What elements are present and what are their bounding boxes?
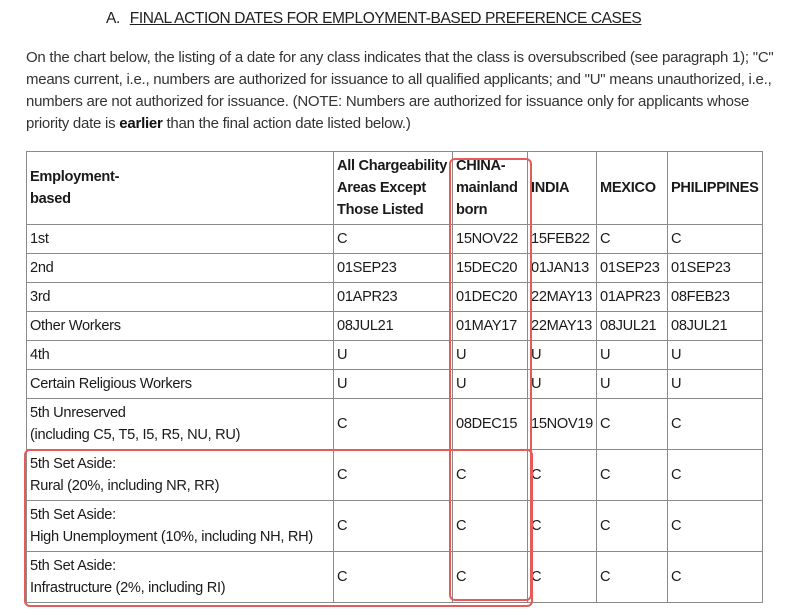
row-label: 5th Set Aside: Rural (20%, including NR, RR) bbox=[27, 450, 334, 501]
header-china: CHINA- mainland born bbox=[453, 152, 528, 225]
row-label: 3rd bbox=[27, 283, 334, 312]
table-cell: 15NOV19 bbox=[528, 399, 597, 450]
table-cell: C bbox=[453, 501, 528, 552]
table-cell: U bbox=[334, 370, 453, 399]
table-row bbox=[27, 399, 763, 450]
table-cell: U bbox=[334, 341, 453, 370]
table-cell: 01APR23 bbox=[334, 283, 453, 312]
table-body bbox=[27, 225, 763, 603]
table-cell: C bbox=[334, 501, 453, 552]
table-cell: 01APR23 bbox=[597, 283, 668, 312]
table-cell: C bbox=[334, 225, 453, 254]
final-action-dates-table bbox=[26, 151, 763, 603]
section-letter: A. bbox=[106, 10, 120, 27]
header-all-chargeability: All Chargeability Areas Except Those Listed bbox=[334, 152, 453, 225]
table-header-row bbox=[27, 152, 763, 225]
table-row bbox=[27, 370, 763, 399]
table-cell: 01JAN13 bbox=[528, 254, 597, 283]
table-cell: C bbox=[528, 552, 597, 603]
table-row bbox=[27, 501, 763, 552]
row-label: 5th Set Aside: Infrastructure (2%, including RI) bbox=[27, 552, 334, 603]
header-mexico: MEXICO bbox=[597, 152, 668, 225]
table-row bbox=[27, 254, 763, 283]
table-cell: C bbox=[668, 552, 763, 603]
row-label: Other Workers bbox=[27, 312, 334, 341]
table-cell: 08DEC15 bbox=[453, 399, 528, 450]
table-cell: 01SEP23 bbox=[334, 254, 453, 283]
intro-text-end: than the final action date listed below.) bbox=[162, 115, 411, 132]
table-cell: 01DEC20 bbox=[453, 283, 528, 312]
table-cell: C bbox=[597, 399, 668, 450]
table-cell: U bbox=[528, 370, 597, 399]
table-row bbox=[27, 283, 763, 312]
header-employment-based: Employment- based bbox=[27, 152, 334, 225]
row-label: 5th Set Aside: High Unemployment (10%, including NH, RH) bbox=[27, 501, 334, 552]
table-row bbox=[27, 450, 763, 501]
table-cell: 01MAY17 bbox=[453, 312, 528, 341]
table-cell: C bbox=[597, 450, 668, 501]
table-cell: C bbox=[597, 501, 668, 552]
row-label: Certain Religious Workers bbox=[27, 370, 334, 399]
table-cell: U bbox=[453, 341, 528, 370]
table-cell: 15DEC20 bbox=[453, 254, 528, 283]
table-cell: 22MAY13 bbox=[528, 283, 597, 312]
intro-bold-word: earlier bbox=[119, 115, 163, 132]
intro-paragraph bbox=[26, 47, 776, 135]
table-cell: U bbox=[597, 370, 668, 399]
table-cell: C bbox=[597, 225, 668, 254]
table-cell: C bbox=[528, 501, 597, 552]
table-cell: C bbox=[668, 450, 763, 501]
table-cell: C bbox=[453, 552, 528, 603]
header-india: INDIA bbox=[528, 152, 597, 225]
table-row bbox=[27, 312, 763, 341]
table-cell: U bbox=[453, 370, 528, 399]
table-cell: C bbox=[334, 450, 453, 501]
table-cell: C bbox=[668, 225, 763, 254]
table-cell: 15NOV22 bbox=[453, 225, 528, 254]
table-cell: C bbox=[334, 552, 453, 603]
table-cell: U bbox=[597, 341, 668, 370]
intro-text: On the chart below, the listing of a date for any class indicates that the class is oversubscribed (see paragraph 1); "C" means current, i.e., numbers are authorized for issuance to all qualified applicants; and "U" means unauthorized, i.e., numbers are not authorized for issuance. (NOTE: Numbers are authorized for issuance only for applicants whose priority date is bbox=[26, 49, 774, 132]
table-cell: 01SEP23 bbox=[668, 254, 763, 283]
table-cell: U bbox=[668, 341, 763, 370]
table-cell: 01SEP23 bbox=[597, 254, 668, 283]
row-label: 2nd bbox=[27, 254, 334, 283]
row-label: 5th Unreserved (including C5, T5, I5, R5, NU, RU) bbox=[27, 399, 334, 450]
table-cell: U bbox=[668, 370, 763, 399]
section-heading bbox=[106, 10, 641, 28]
table-row bbox=[27, 225, 763, 254]
table-cell: C bbox=[528, 450, 597, 501]
table-row bbox=[27, 341, 763, 370]
table-cell: 22MAY13 bbox=[528, 312, 597, 341]
table-cell: C bbox=[597, 552, 668, 603]
header-philippines: PHILIPPINES bbox=[668, 152, 763, 225]
row-label: 4th bbox=[27, 341, 334, 370]
row-label: 1st bbox=[27, 225, 334, 254]
table-cell: C bbox=[668, 501, 763, 552]
table-cell: U bbox=[528, 341, 597, 370]
table-cell: 15FEB22 bbox=[528, 225, 597, 254]
section-title: FINAL ACTION DATES FOR EMPLOYMENT-BASED PREFERENCE CASES bbox=[129, 10, 642, 27]
table-cell: C bbox=[334, 399, 453, 450]
table-cell: 08JUL21 bbox=[597, 312, 668, 341]
table-row bbox=[27, 552, 763, 603]
table-cell: 08FEB23 bbox=[668, 283, 763, 312]
table-cell: C bbox=[668, 399, 763, 450]
table-cell: 08JUL21 bbox=[668, 312, 763, 341]
table-cell: C bbox=[453, 450, 528, 501]
table-cell: 08JUL21 bbox=[334, 312, 453, 341]
